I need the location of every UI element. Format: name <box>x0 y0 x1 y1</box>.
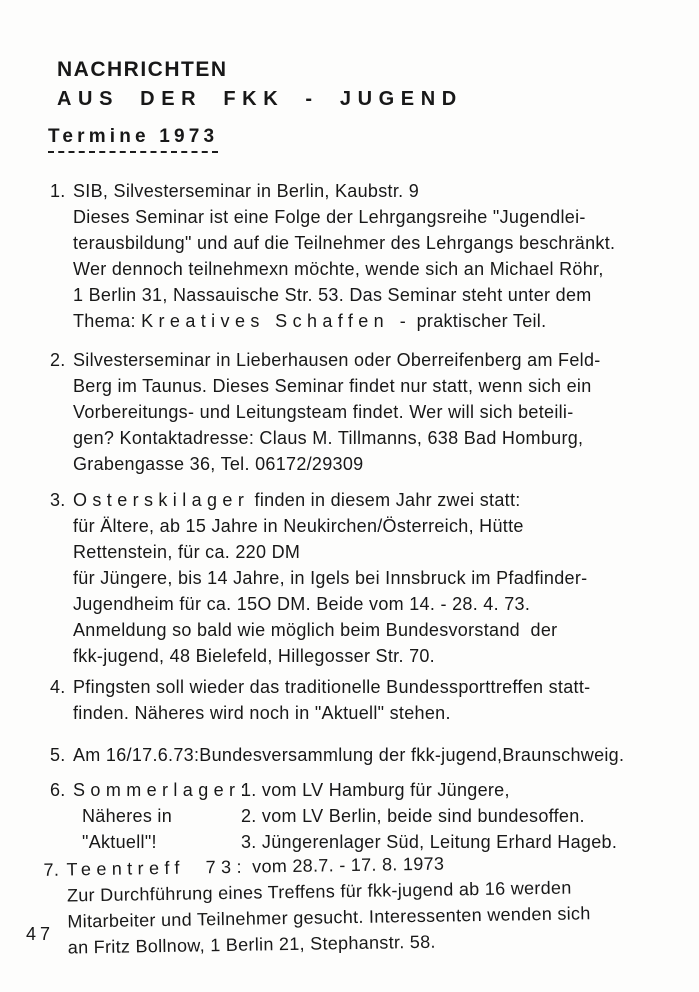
text-line: gen? Kontaktadresse: Claus M. Tillmanns, 638 Bad Homburg, <box>73 428 584 448</box>
text-segment: Thema: <box>73 311 142 331</box>
item-number: 5. <box>50 745 66 765</box>
text-line: finden. Näheres wird noch in "Aktuell" stehen. <box>73 703 451 723</box>
item-body <box>73 487 699 669</box>
text-line: Mitarbeiter und Teilnehmer gesucht. Interessenten wenden sich <box>67 903 591 932</box>
text-line: Jugendheim für ca. 15O DM. Beide vom 14. - 28. 4. 73. <box>73 594 531 614</box>
text-line <box>73 487 699 513</box>
text-line: Grabengasse 36, Tel. 06172/29309 <box>73 454 364 474</box>
header-line1: NACHRICHTEN <box>57 58 228 81</box>
text-segment-spaced: Kreatives Schaffen <box>141 311 390 331</box>
text-line: Rettenstein, für ca. 220 DM <box>73 542 301 562</box>
text-line: an Fritz Bollnow, 1 Berlin 21, Stephanstr. 58. <box>67 931 436 958</box>
item-body <box>73 674 699 726</box>
text-segment-spaced: Osterskilager <box>73 490 250 510</box>
term-item-7 <box>0 847 699 962</box>
text-line: Dieses Seminar ist eine Folge der Lehrgangsreihe "Jugendlei- <box>73 207 586 227</box>
text-line: für Jüngere, bis 14 Jahre, in Igels bei Innsbruck im Pfadfinder- <box>73 568 588 588</box>
text-line: Silvesterseminar in Lieberhausen oder Oberreifenberg am Feld- <box>73 350 601 370</box>
text-segment: vom 28.7. - 17. 8. 1973 <box>246 853 445 877</box>
text-line: 1 Berlin 31, Nassauische Str. 53. Das Seminar steht unter dem <box>73 285 592 305</box>
term-item-6 <box>0 777 699 855</box>
text-line <box>73 308 699 334</box>
text-line: Näheres in <box>82 806 173 826</box>
text-line: Berg im Taunus. Dieses Seminar findet nur statt, wenn sich ein <box>73 376 592 396</box>
summer-camp-label-column <box>73 777 251 855</box>
item-number: 4. <box>50 677 66 697</box>
newsletter-header <box>57 58 463 111</box>
text-line: Anmeldung so bald wie möglich beim Bundesvorstand der <box>73 620 558 640</box>
text-line: für Ältere, ab 15 Jahre in Neukirchen/Österreich, Hütte <box>73 516 524 536</box>
item-number: 3. <box>50 490 66 510</box>
text-line: Zur Durchführung eines Treffens für fkk-jugend ab 16 werden <box>66 877 572 906</box>
page-number: 47 <box>26 924 55 944</box>
item-number: 2. <box>50 350 66 370</box>
item-body <box>73 742 699 768</box>
header-line2: AUS DER FKK - JUGEND <box>57 88 463 110</box>
text-line: Pfingsten soll wieder das traditionelle Bundessporttreffen statt- <box>73 677 591 697</box>
section-title: Termine 1973 <box>48 126 218 153</box>
text-line: Wer dennoch teilnehmexn möchte, wende sich an Michael Röhr, <box>73 259 604 279</box>
term-item-2 <box>0 347 699 477</box>
text-segment: finden in diesem Jahr zwei statt: <box>249 490 521 510</box>
term-list <box>0 178 699 961</box>
item-number: 7. <box>43 859 60 880</box>
term-item-3 <box>0 487 699 669</box>
text-line: Vorbereitungs- und Leitungsteam findet. Wer will sich beteili- <box>73 402 574 422</box>
text-line: "Aktuell"! <box>82 832 157 852</box>
text-line: Sommerlager: <box>73 780 251 800</box>
text-segment-spaced: Teentreff 73: <box>66 856 248 880</box>
text-line: 2. vom LV Berlin, beide sind bundesoffen. <box>241 806 585 826</box>
term-item-1 <box>0 178 699 334</box>
item-number: 1. <box>50 181 66 201</box>
text-segment: - praktischer Teil. <box>389 311 547 331</box>
summer-camp-list-column <box>241 777 699 855</box>
item-body <box>73 178 699 334</box>
text-line: terausbildung" und auf die Teilnehmer des Lehrgangs beschränkt. <box>73 233 616 253</box>
text-line: 1. vom LV Hamburg für Jüngere, <box>241 780 510 800</box>
text-line: SIB, Silvesterseminar in Berlin, Kaubstr. 9 <box>73 181 420 201</box>
text-line: Am 16/17.6.73:Bundesversammlung der fkk-jugend,Braunschweig. <box>73 745 625 765</box>
text-line: 3. Jüngerenlager Süd, Leitung Erhard Hageb. <box>241 832 618 852</box>
term-item-4 <box>0 674 699 726</box>
item-body <box>66 847 699 961</box>
item-number: 6. <box>50 780 66 800</box>
item-body <box>73 777 699 855</box>
term-item-5 <box>0 742 699 768</box>
item-body <box>73 347 699 477</box>
text-line: fkk-jugend, 48 Bielefeld, Hillegosser Str. 70. <box>73 646 435 666</box>
